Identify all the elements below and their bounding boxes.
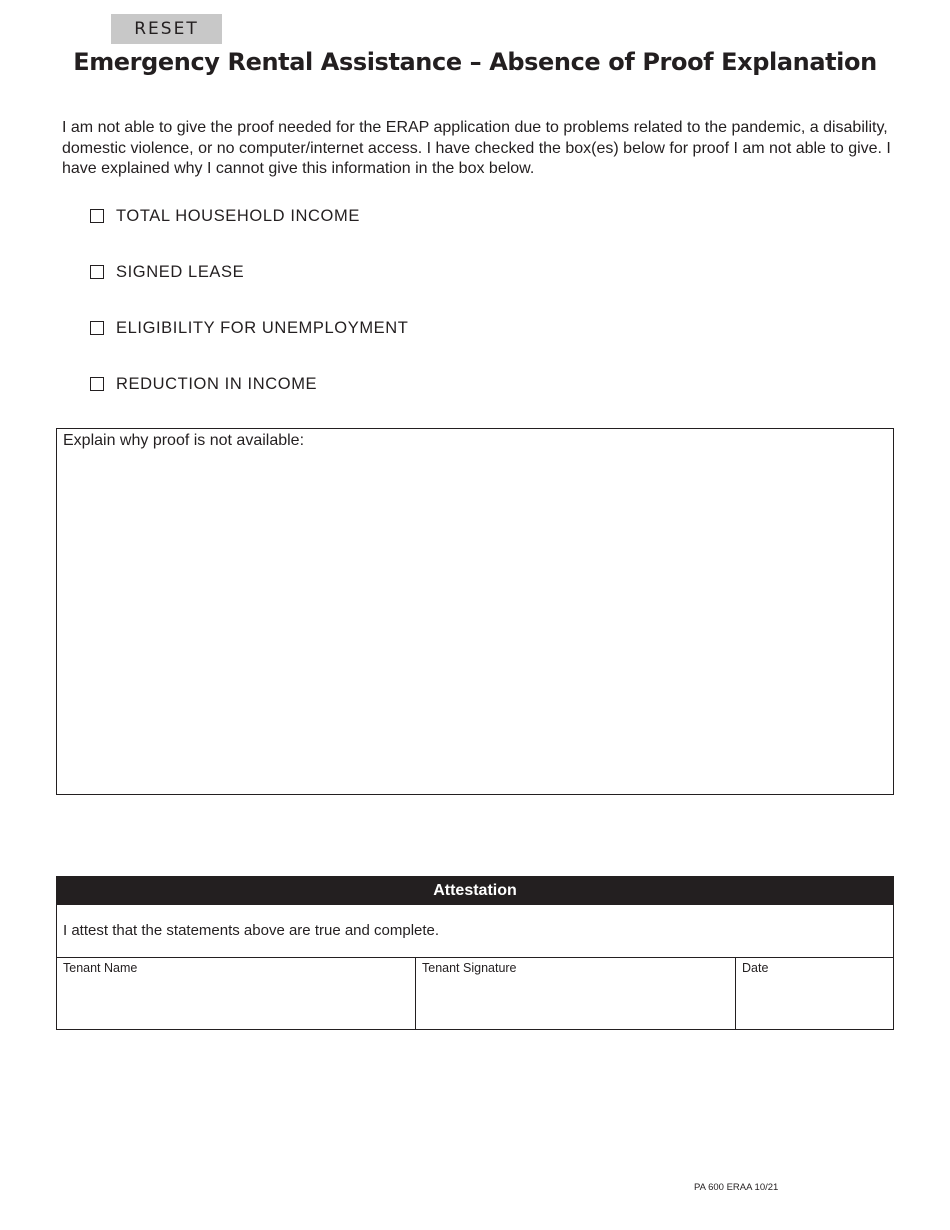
explanation-box	[56, 428, 894, 795]
date-field[interactable]	[736, 958, 893, 1029]
checkbox-row-reduction-in-income[interactable]	[90, 374, 317, 394]
attestation-heading: Attestation	[57, 877, 893, 905]
tenant-signature-label: Tenant Signature	[422, 961, 517, 975]
total-household-income-label: TOTAL HOUSEHOLD INCOME	[116, 206, 360, 225]
signed-lease-checkbox[interactable]	[90, 265, 104, 279]
checkbox-row-eligibility-for-unemployment[interactable]	[90, 318, 408, 338]
total-household-income-checkbox[interactable]	[90, 209, 104, 223]
checkbox-row-total-household-income[interactable]	[90, 206, 360, 226]
tenant-name-field[interactable]	[57, 958, 416, 1029]
date-label: Date	[742, 961, 769, 975]
eligibility-for-unemployment-label: ELIGIBILITY FOR UNEMPLOYMENT	[116, 318, 409, 337]
reduction-in-income-checkbox[interactable]	[90, 377, 104, 391]
form-id: PA 600 ERAA 10/21	[694, 1182, 779, 1193]
checkbox-row-signed-lease[interactable]	[90, 262, 244, 282]
attestation-statement: I attest that the statements above are true and complete.	[57, 905, 893, 958]
intro-paragraph: I am not able to give the proof needed for the ERAP application due to problems related to the pandemic, a disability, domestic violence, or no computer/internet access. I have checked the box(es) below for proof I am not able to give. I have explained why I cannot give this information in the box below.	[62, 119, 891, 177]
reduction-in-income-label: REDUCTION IN INCOME	[116, 374, 318, 393]
attestation-fields	[57, 958, 893, 1029]
explanation-text-area[interactable]	[61, 455, 889, 790]
tenant-signature-field[interactable]	[416, 958, 736, 1029]
signed-lease-label: SIGNED LEASE	[116, 262, 245, 281]
page-title: Emergency Rental Assistance – Absence of Proof Explanation	[73, 48, 877, 76]
attestation-section	[56, 876, 894, 1030]
explanation-label: Explain why proof is not available:	[63, 432, 305, 449]
eligibility-for-unemployment-checkbox[interactable]	[90, 321, 104, 335]
reset-button[interactable]: RESET	[111, 14, 222, 44]
tenant-name-label: Tenant Name	[63, 961, 138, 975]
